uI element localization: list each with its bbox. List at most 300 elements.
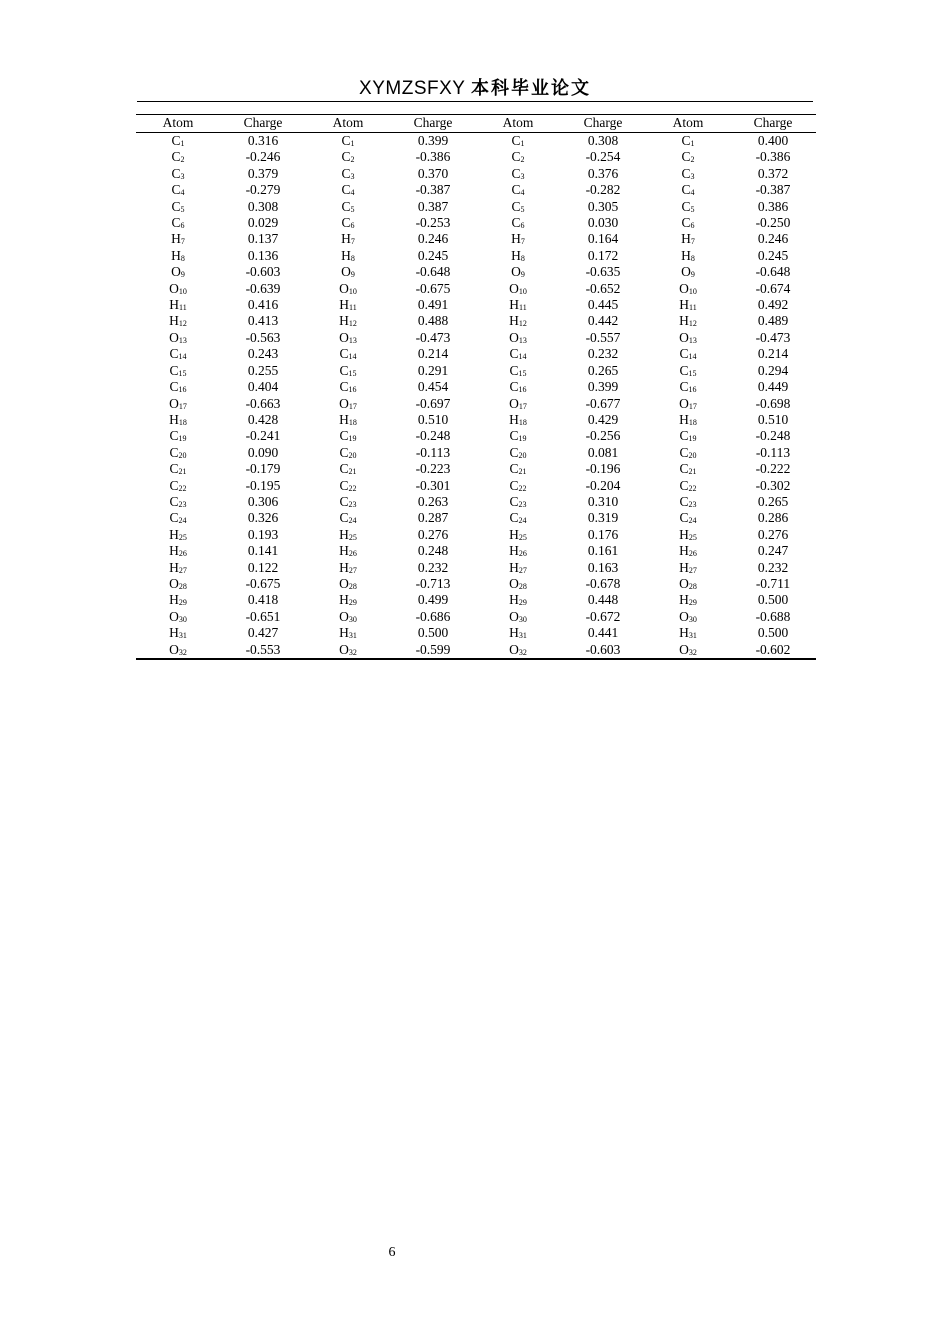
charge-value: -0.711 — [755, 575, 791, 591]
table-row — [136, 149, 816, 165]
atom-label — [136, 149, 220, 165]
atom-label — [306, 297, 390, 313]
atom-index: 32 — [688, 647, 697, 657]
charge-value: 0.265 — [757, 493, 789, 509]
charge-value: -0.204 — [585, 477, 621, 493]
atom-element: H — [679, 411, 689, 427]
table-row — [136, 199, 816, 215]
atom-element: C — [171, 165, 181, 181]
atom-index: 19 — [518, 434, 527, 444]
table-row — [136, 264, 816, 280]
atom-label — [136, 428, 220, 444]
atom-label — [306, 281, 390, 297]
atom-index: 12 — [518, 319, 527, 329]
atom-label — [136, 642, 220, 659]
atom-label — [646, 576, 730, 592]
atom-label — [476, 445, 560, 461]
atom-index: 6 — [690, 221, 695, 231]
table-row — [136, 396, 816, 412]
charge-value: 0.308 — [247, 198, 279, 214]
atom-index: 19 — [178, 434, 187, 444]
atom-index: 6 — [520, 221, 525, 231]
atom-element: C — [169, 510, 179, 526]
atom-index: 20 — [518, 450, 527, 460]
atom-index: 30 — [688, 614, 697, 624]
charge-value: 0.488 — [417, 313, 449, 329]
atom-index: 20 — [348, 450, 357, 460]
atom-index: 9 — [520, 270, 525, 280]
atom-index: 27 — [518, 565, 527, 575]
column-header: Atom — [136, 115, 220, 133]
atom-index: 21 — [518, 467, 527, 477]
atom-label — [136, 166, 220, 182]
atom-index: 23 — [178, 499, 187, 509]
atom-label — [476, 149, 560, 165]
charge-value: -0.387 — [415, 182, 451, 198]
atom-label — [646, 346, 730, 362]
atom-element: C — [679, 346, 689, 362]
charge-table-container — [136, 114, 816, 660]
charge-value: 0.429 — [587, 411, 619, 427]
charge-value: -0.386 — [415, 149, 451, 165]
atom-index: 24 — [688, 516, 697, 526]
charge-value: -0.652 — [585, 280, 621, 296]
atom-index: 9 — [350, 270, 355, 280]
atom-label — [476, 264, 560, 280]
atom-element: H — [339, 559, 349, 575]
atom-element: H — [169, 592, 179, 608]
atom-label — [646, 478, 730, 494]
atom-element: C — [341, 215, 351, 231]
table-row — [136, 445, 816, 461]
atom-element: C — [679, 428, 689, 444]
charge-value: 0.305 — [587, 198, 619, 214]
atom-index: 17 — [688, 401, 697, 411]
charge-value: -0.553 — [220, 642, 306, 659]
atom-index: 23 — [688, 499, 697, 509]
atom-label — [646, 264, 730, 280]
atom-label — [646, 313, 730, 329]
atom-element: H — [679, 559, 689, 575]
charge-value: -0.195 — [245, 477, 281, 493]
atom-element: O — [339, 575, 349, 591]
atom-index: 23 — [518, 499, 527, 509]
atom-index: 28 — [688, 581, 697, 591]
charge-value: -0.223 — [415, 461, 451, 477]
atom-index: 1 — [350, 139, 355, 148]
atom-label — [646, 281, 730, 297]
atom-element: O — [169, 395, 179, 411]
atom-index: 1 — [520, 139, 525, 148]
atom-element: H — [169, 543, 179, 559]
atom-element: H — [169, 559, 179, 575]
header-title-cjk: 本科毕业论文 — [470, 78, 591, 98]
atom-element: C — [509, 362, 519, 378]
atom-label — [476, 560, 560, 576]
atom-label — [476, 412, 560, 428]
table-row — [136, 592, 816, 608]
atom-index: 28 — [348, 581, 357, 591]
atom-label — [476, 510, 560, 526]
atom-index: 5 — [690, 204, 695, 214]
atom-index: 10 — [518, 286, 527, 296]
atom-label — [136, 379, 220, 395]
atom-label — [476, 182, 560, 198]
atom-index: 1 — [690, 139, 695, 148]
column-header: Atom — [306, 115, 390, 133]
atom-element: C — [681, 198, 691, 214]
atom-element: H — [341, 231, 351, 247]
header-rule — [137, 101, 813, 102]
charge-value: 0.247 — [757, 543, 789, 559]
charge-value: -0.222 — [755, 461, 791, 477]
atom-element: O — [509, 329, 519, 345]
atom-index: 22 — [178, 483, 187, 493]
atom-index: 9 — [180, 270, 185, 280]
charge-value: -0.603 — [560, 642, 646, 659]
atom-element: C — [169, 493, 179, 509]
atom-index: 2 — [520, 155, 525, 165]
atom-index: 2 — [350, 155, 355, 165]
table-header-row — [136, 115, 816, 133]
atom-index: 4 — [690, 188, 695, 198]
charge-value: 0.428 — [247, 411, 279, 427]
atom-element: C — [681, 182, 691, 198]
charge-value: -0.678 — [585, 575, 621, 591]
atom-label — [646, 543, 730, 559]
atom-element: O — [509, 641, 519, 657]
charge-value: 0.255 — [247, 362, 279, 378]
charge-value: 0.294 — [757, 362, 789, 378]
charge-value: 0.265 — [587, 362, 619, 378]
charge-value: -0.253 — [415, 215, 451, 231]
atom-element: O — [339, 608, 349, 624]
atom-label — [476, 231, 560, 247]
atom-element: O — [681, 264, 691, 280]
atom-label — [306, 166, 390, 182]
charge-value: 0.413 — [247, 313, 279, 329]
atom-element: C — [679, 444, 689, 460]
atom-element: H — [169, 625, 179, 641]
charge-value: 0.489 — [757, 313, 789, 329]
atom-label — [306, 396, 390, 412]
charge-value: 0.442 — [587, 313, 619, 329]
atom-label — [136, 478, 220, 494]
atom-label — [306, 543, 390, 559]
atom-element: C — [171, 182, 181, 198]
charge-value: 0.214 — [417, 346, 449, 362]
charge-value: 0.287 — [417, 510, 449, 526]
atom-label — [306, 445, 390, 461]
atom-index: 10 — [348, 286, 357, 296]
charge-value: 0.163 — [587, 559, 619, 575]
atom-index: 20 — [178, 450, 187, 460]
atom-index: 30 — [178, 614, 187, 624]
atom-element: C — [511, 182, 521, 198]
atom-label — [476, 478, 560, 494]
atom-label — [306, 231, 390, 247]
atom-index: 8 — [690, 253, 695, 263]
atom-label — [136, 199, 220, 215]
atom-label — [476, 543, 560, 559]
atom-label — [646, 231, 730, 247]
atom-index: 28 — [518, 581, 527, 591]
atom-element: H — [169, 297, 180, 313]
atom-label — [136, 182, 220, 198]
atom-index: 14 — [518, 352, 527, 362]
atom-label — [646, 527, 730, 543]
atom-index: 29 — [518, 598, 527, 608]
atom-element: H — [679, 297, 690, 313]
charge-value: -0.599 — [390, 642, 476, 659]
atom-element: C — [681, 215, 691, 231]
atom-label — [476, 281, 560, 297]
table-row — [136, 428, 816, 444]
atom-element: O — [511, 264, 521, 280]
atom-element: H — [679, 625, 689, 641]
charge-value: 0.137 — [247, 231, 279, 247]
atom-element: O — [341, 264, 351, 280]
charge-value: -0.113 — [415, 444, 451, 460]
charge-value: -0.113 — [755, 444, 791, 460]
atom-index: 8 — [350, 253, 355, 263]
table-row — [136, 494, 816, 510]
table-row — [136, 281, 816, 297]
atom-element: H — [511, 231, 521, 247]
charge-value: -0.557 — [585, 329, 621, 345]
charge-value: 0.454 — [417, 379, 449, 395]
table-row — [136, 609, 816, 625]
charge-value: -0.179 — [245, 461, 281, 477]
charge-value: 0.232 — [757, 559, 789, 575]
atom-element: H — [169, 313, 179, 329]
atom-label — [306, 560, 390, 576]
atom-index: 15 — [348, 368, 357, 378]
atom-label — [136, 215, 220, 231]
charge-value: 0.404 — [247, 379, 279, 395]
charge-value: 0.386 — [757, 198, 789, 214]
charge-value: -0.250 — [755, 215, 791, 231]
atom-element: H — [339, 526, 349, 542]
atom-label — [136, 297, 220, 313]
atom-element: C — [339, 444, 349, 460]
atom-label — [136, 231, 220, 247]
charge-value: 0.326 — [247, 510, 279, 526]
atom-element: C — [341, 182, 351, 198]
table-row — [136, 215, 816, 231]
atom-index: 3 — [690, 171, 695, 181]
column-header: Atom — [476, 115, 560, 133]
atom-label — [476, 461, 560, 477]
atom-label — [136, 625, 220, 641]
charge-value: 0.193 — [247, 526, 279, 542]
atom-element: H — [339, 297, 350, 313]
atom-index: 11 — [519, 303, 527, 313]
atom-label — [476, 363, 560, 379]
atom-label — [646, 412, 730, 428]
table-row — [136, 182, 816, 198]
atom-index: 3 — [350, 171, 355, 181]
atom-element: O — [679, 608, 689, 624]
atom-label — [646, 560, 730, 576]
atom-label — [646, 166, 730, 182]
atom-index: 32 — [348, 647, 357, 657]
atom-element: C — [679, 477, 689, 493]
charge-value: 0.243 — [247, 346, 279, 362]
atom-label — [136, 133, 220, 150]
charge-value: -0.674 — [755, 280, 791, 296]
atom-label — [646, 363, 730, 379]
charge-value: 0.399 — [417, 133, 449, 148]
table-row — [136, 625, 816, 641]
atom-label — [476, 576, 560, 592]
atom-label — [476, 379, 560, 395]
charge-value: 0.081 — [587, 444, 619, 460]
atom-index: 25 — [178, 532, 187, 542]
charge-value: 0.510 — [417, 411, 449, 427]
charge-value: 0.370 — [417, 165, 449, 181]
charge-value: 0.379 — [247, 165, 279, 181]
atom-index: 21 — [688, 467, 697, 477]
charge-value: -0.301 — [415, 477, 451, 493]
atom-label — [306, 313, 390, 329]
atom-label — [646, 379, 730, 395]
atom-label — [136, 264, 220, 280]
charge-value: -0.279 — [245, 182, 281, 198]
atom-element: C — [339, 461, 349, 477]
table-row — [136, 231, 816, 247]
charge-value: -0.248 — [755, 428, 791, 444]
atom-label — [646, 215, 730, 231]
atom-index: 28 — [178, 581, 187, 591]
atom-index: 18 — [178, 417, 187, 427]
atom-element: C — [681, 133, 691, 148]
atom-label — [646, 445, 730, 461]
atom-element: O — [339, 641, 349, 657]
atom-index: 27 — [348, 565, 357, 575]
charge-value: 0.500 — [417, 625, 449, 641]
atom-index: 2 — [180, 155, 185, 165]
atom-element: C — [679, 461, 689, 477]
atom-label — [476, 609, 560, 625]
column-header: Atom — [646, 115, 730, 133]
atom-index: 24 — [178, 516, 187, 526]
atom-index: 5 — [180, 204, 185, 214]
atom-label — [136, 576, 220, 592]
atom-element: H — [681, 247, 691, 263]
charge-value: -0.282 — [585, 182, 621, 198]
charge-value: 0.500 — [757, 625, 789, 641]
column-header: Charge — [730, 115, 816, 133]
atom-index: 7 — [690, 237, 695, 247]
atom-element: C — [169, 379, 179, 395]
atom-index: 15 — [518, 368, 527, 378]
atom-label — [646, 428, 730, 444]
atom-element: H — [679, 313, 689, 329]
atom-index: 25 — [518, 532, 527, 542]
table-row — [136, 133, 816, 150]
atom-index: 14 — [688, 352, 697, 362]
charge-value: -0.246 — [245, 149, 281, 165]
atom-label — [306, 609, 390, 625]
atom-label — [306, 363, 390, 379]
atom-label — [136, 396, 220, 412]
charge-value: 0.263 — [417, 493, 449, 509]
charge-value: -0.677 — [585, 395, 621, 411]
atom-index: 14 — [178, 352, 187, 362]
atom-element: C — [339, 346, 349, 362]
atom-index: 16 — [518, 385, 527, 395]
atom-label — [306, 149, 390, 165]
atom-label — [306, 478, 390, 494]
atom-element: C — [511, 165, 521, 181]
atom-label — [476, 625, 560, 641]
atom-index: 31 — [518, 631, 527, 641]
charge-value: -0.648 — [415, 264, 451, 280]
atom-element: C — [339, 362, 349, 378]
charge-value: -0.386 — [755, 149, 791, 165]
atom-element: O — [339, 329, 349, 345]
atom-element: C — [681, 165, 691, 181]
atom-index: 27 — [178, 565, 187, 575]
atom-index: 29 — [348, 598, 357, 608]
charge-value: 0.232 — [417, 559, 449, 575]
charge-value: -0.473 — [415, 329, 451, 345]
charge-value: 0.499 — [417, 592, 449, 608]
atom-label — [476, 527, 560, 543]
atom-label — [136, 445, 220, 461]
atom-element: C — [679, 379, 689, 395]
charge-value: 0.310 — [587, 493, 619, 509]
atom-label — [646, 199, 730, 215]
atom-label — [306, 248, 390, 264]
atom-label — [646, 149, 730, 165]
charge-value: 0.491 — [417, 297, 449, 313]
atom-element: O — [679, 280, 689, 296]
atom-index: 17 — [518, 401, 527, 411]
atom-label — [136, 609, 220, 625]
atom-label — [476, 133, 560, 150]
atom-index: 18 — [518, 417, 527, 427]
charge-value: 0.276 — [757, 526, 789, 542]
atom-label — [136, 281, 220, 297]
atom-element: H — [509, 526, 519, 542]
charge-value: -0.648 — [755, 264, 791, 280]
atom-index: 4 — [350, 188, 355, 198]
atom-element: O — [169, 608, 179, 624]
charge-value: -0.254 — [585, 149, 621, 165]
atom-label — [136, 494, 220, 510]
table-row — [136, 560, 816, 576]
atom-index: 13 — [178, 335, 187, 345]
charge-value: 0.122 — [247, 559, 279, 575]
charge-value: -0.602 — [730, 642, 816, 659]
atom-element: O — [171, 264, 181, 280]
atom-label — [306, 592, 390, 608]
atom-index: 11 — [179, 303, 187, 313]
charge-value: 0.372 — [757, 165, 789, 181]
charge-value: -0.302 — [755, 477, 791, 493]
atom-index: 7 — [350, 237, 355, 247]
charge-value: -0.387 — [755, 182, 791, 198]
charge-value: 0.418 — [247, 592, 279, 608]
atom-label — [476, 248, 560, 264]
atom-element: C — [679, 493, 689, 509]
atom-element: C — [339, 493, 349, 509]
atom-element: H — [509, 625, 519, 641]
atom-index: 18 — [348, 417, 357, 427]
charge-value: -0.563 — [245, 329, 281, 345]
